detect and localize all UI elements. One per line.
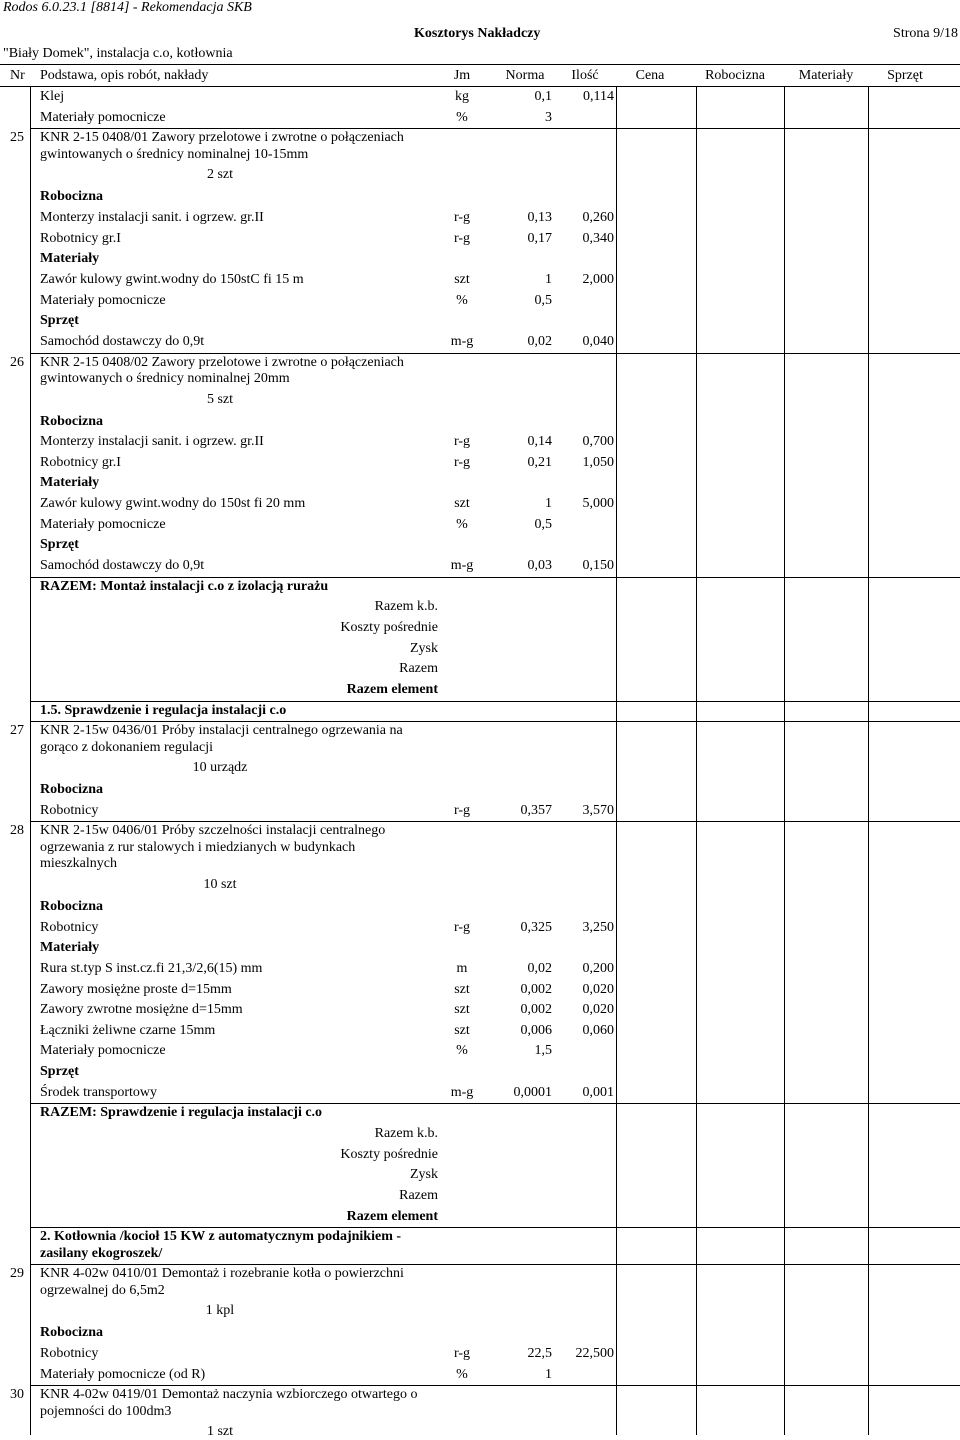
resource-quantity: 0,260 [582,209,614,225]
resource-unit: % [456,1043,468,1059]
summary-label: Razem [399,661,438,677]
resource-unit: r-g [453,454,471,470]
row-separator [30,701,960,702]
resource-unit: m-g [450,1084,474,1100]
resource-name: Materiały pomocnicze [40,292,166,308]
position-description: gwintowanych o średnicy nominalnej 20mm [40,371,290,386]
resource-name: Robotnicy [40,802,99,818]
resource-norm: 0,02 [527,960,552,976]
row-separator [30,353,960,354]
position-quantity: 1 kpl [205,1303,235,1319]
col-header-ilosc: Ilość [571,68,599,83]
resource-unit: % [456,292,468,308]
row-separator [30,128,960,129]
position-description: KNR 4-02w 0419/01 Demontaż naczynia wzbiorczego otwartego o [40,1387,418,1403]
row-separator [30,1385,960,1386]
col-header-desc: Podstawa, opis robót, nakłady [40,68,209,83]
resource-norm: 0,03 [527,558,552,574]
section-total-label: RAZEM: Sprawdzenie i regulacja instalacji c.o [40,1105,323,1121]
resource-unit: % [456,109,468,125]
col-header-robocizna: Robocizna [705,68,765,83]
position-number: 27 [10,723,24,739]
summary-label: Koszty pośrednie [340,1146,438,1162]
position-description: ogrzewalnej do 6,5m2 [40,1282,165,1298]
summary-label: Zysk [410,1167,438,1183]
section-heading: 1.5. Sprawdzenie i regulacja instalacji c.o [40,702,287,718]
resource-quantity: 0,020 [582,981,614,997]
resource-name: Samochód dostawczy do 0,9t [40,558,205,574]
resource-unit: m [456,960,468,976]
category-label: Robocizna [40,189,103,205]
resource-quantity: 0,150 [582,558,614,574]
column-rule [868,87,869,1435]
position-quantity: 5 szt [206,391,234,407]
summary-label: Razem element [346,681,438,697]
resource-name: Materiały pomocnicze [40,516,166,532]
resource-quantity: 0,020 [582,1002,614,1018]
col-header-sprzet: Sprzęt [887,68,923,83]
resource-unit: r-g [453,1345,471,1361]
category-label: Sprzęt [40,537,79,553]
column-rule [616,87,617,1435]
resource-norm: 0,02 [527,333,552,349]
resource-unit: m-g [450,558,474,574]
resource-unit: r-g [453,434,471,450]
column-rule [784,87,785,1435]
resource-unit: % [456,1366,468,1382]
resource-name: Robotnicy gr.I [40,230,121,246]
resource-name: Materiały pomocnicze (od R) [40,1366,206,1382]
section-heading: zasilany ekogroszek/ [40,1245,163,1261]
section-heading: 2. Kotłownia /kocioł 15 KW z automatycznym podajnikiem - [40,1229,402,1245]
category-label: Robocizna [40,782,103,798]
position-description: KNR 2-15w 0436/01 Próby instalacji centralnego ogrzewania na [40,723,403,739]
position-description: KNR 4-02w 0410/01 Demontaż i rozebranie kotła o powierzchni [40,1266,404,1282]
resource-norm: 0,325 [520,919,552,935]
resource-unit: kg [455,89,469,104]
resource-norm: 1 [545,271,552,287]
column-rule [30,87,31,1435]
resource-unit: % [456,516,468,532]
row-separator [30,1264,960,1265]
resource-quantity: 0,040 [582,333,614,349]
resource-quantity: 0,700 [582,434,614,450]
resource-norm: 1 [545,496,552,512]
page-number: Strona 9/18 [893,26,958,41]
resource-norm: 0,006 [520,1022,552,1038]
category-label: Robocizna [40,1325,103,1341]
resource-norm: 0,21 [527,454,552,470]
resource-quantity: 0,200 [582,960,614,976]
resource-norm: 0,0001 [513,1084,552,1100]
resource-norm: 0,13 [527,209,552,225]
position-quantity: 1 szt [206,1424,234,1440]
position-description: mieszkalnych [40,856,117,872]
category-label: Robocizna [40,898,103,914]
resource-quantity: 0,114 [583,89,614,104]
position-number: 26 [10,354,24,370]
resource-unit: r-g [453,209,471,225]
position-quantity: 10 urządz [192,760,248,776]
section-total-label: RAZEM: Montaż instalacji c.o z izolacją rurażu [40,578,329,594]
category-label: Sprzęt [40,313,79,329]
resource-norm: 0,14 [527,434,552,450]
resource-name: Zawór kulowy gwint.wodny do 150st fi 20 mm [40,496,306,512]
resource-unit: szt [454,1022,470,1038]
col-header-materialy: Materiały [798,68,854,83]
row-separator [30,821,960,822]
resource-norm: 0,5 [534,292,552,308]
resource-name: Środek transportowy [40,1084,158,1100]
resource-norm: 0,002 [520,1002,552,1018]
resource-name: Robotnicy gr.I [40,454,121,470]
row-separator [30,1227,960,1228]
document-title: Kosztorys Nakładczy [414,26,541,41]
category-label: Materiały [40,475,100,491]
summary-label: Zysk [410,640,438,656]
row-separator [30,1103,960,1104]
resource-unit: szt [454,271,470,287]
resource-name: Klej [40,89,65,104]
program-name: Rodos 6.0.23.1 [8814] - Rekomendacja SKB [3,0,252,15]
resource-norm: 3 [545,109,552,125]
resource-unit: r-g [453,919,471,935]
category-label: Materiały [40,940,100,956]
resource-unit: szt [454,981,470,997]
resource-name: Zawór kulowy gwint.wodny do 150stC fi 15 m [40,271,304,287]
resource-norm: 0,17 [527,230,552,246]
position-number: 29 [10,1266,24,1282]
resource-name: Monterzy instalacji sanit. i ogrzew. gr.II [40,209,264,225]
resource-name: Robotnicy [40,1345,99,1361]
position-description: gorąco z dokonaniem regulacji [40,739,213,755]
position-description: gwintowanych o średnicy nominalnej 10-15mm [40,146,309,162]
resource-norm: 1 [545,1366,552,1382]
resource-norm: 0,002 [520,981,552,997]
column-rule [696,87,697,1435]
resource-norm: 0,1 [534,89,552,104]
position-number: 30 [10,1387,24,1403]
resource-name: Materiały pomocnicze [40,1043,166,1059]
position-quantity: 10 szt [203,876,237,892]
resource-unit: m-g [450,333,474,349]
resource-quantity: 0,340 [582,230,614,246]
resource-name: Rura st.typ S inst.cz.fi 21,3/2,6(15) mm [40,960,263,976]
summary-label: Razem k.b. [374,599,438,615]
row-separator [30,577,960,578]
resource-unit: szt [454,1002,470,1018]
resource-quantity: 3,570 [582,802,614,818]
position-number: 28 [10,823,24,839]
summary-label: Razem [399,1188,438,1203]
resource-name: Łączniki żeliwne czarne 15mm [40,1022,216,1038]
resource-quantity: 0,001 [582,1084,614,1100]
resource-unit: r-g [453,230,471,246]
resource-norm: 0,357 [520,802,552,818]
resource-norm: 1,5 [534,1043,552,1059]
resource-unit: r-g [453,802,471,818]
resource-norm: 22,5 [527,1345,552,1361]
resource-quantity: 2,000 [582,271,614,287]
summary-label: Koszty pośrednie [340,620,438,635]
category-label: Sprzęt [40,1064,79,1080]
col-header-nr: Nr [10,68,25,83]
position-description: KNR 2-15 0408/01 Zawory przelotowe i zwrotne o połączeniach [40,130,404,146]
resource-name: Samochód dostawczy do 0,9t [40,333,205,349]
resource-quantity: 22,500 [575,1345,614,1361]
category-label: Materiały [40,251,100,267]
category-label: Robocizna [40,413,103,429]
col-header-jm: Jm [453,68,471,83]
summary-label: Razem k.b. [374,1126,438,1142]
position-description: pojemności do 100dm3 [40,1403,172,1419]
resource-name: Monterzy instalacji sanit. i ogrzew. gr.II [40,434,264,450]
resource-quantity: 3,250 [582,919,614,935]
resource-name: Zawory zwrotne mosiężne d=15mm [40,1002,243,1018]
resource-unit: szt [454,496,470,512]
resource-norm: 0,5 [534,516,552,532]
position-description: ogrzewania z rur stalowych i miedzianych w budynkach [40,839,356,855]
position-quantity: 2 szt [206,167,234,183]
position-description: KNR 2-15w 0406/01 Próby szczelności instalacji centralnego [40,823,386,839]
resource-name: Zawory mosiężne proste d=15mm [40,981,232,997]
resource-name: Robotnicy [40,919,99,935]
resource-quantity: 5,000 [582,496,614,512]
resource-quantity: 1,050 [582,454,614,470]
col-header-cena: Cena [635,68,665,83]
position-number: 25 [10,130,24,146]
project-name: "Biały Domek", instalacja c.o, kotłownia [3,46,233,61]
row-separator [30,721,960,722]
summary-label: Razem element [346,1208,438,1224]
resource-name: Materiały pomocnicze [40,109,166,125]
position-description: KNR 2-15 0408/02 Zawory przelotowe i zwrotne o połączeniach [40,354,404,370]
resource-quantity: 0,060 [582,1022,614,1038]
col-header-norma: Norma [505,68,545,83]
